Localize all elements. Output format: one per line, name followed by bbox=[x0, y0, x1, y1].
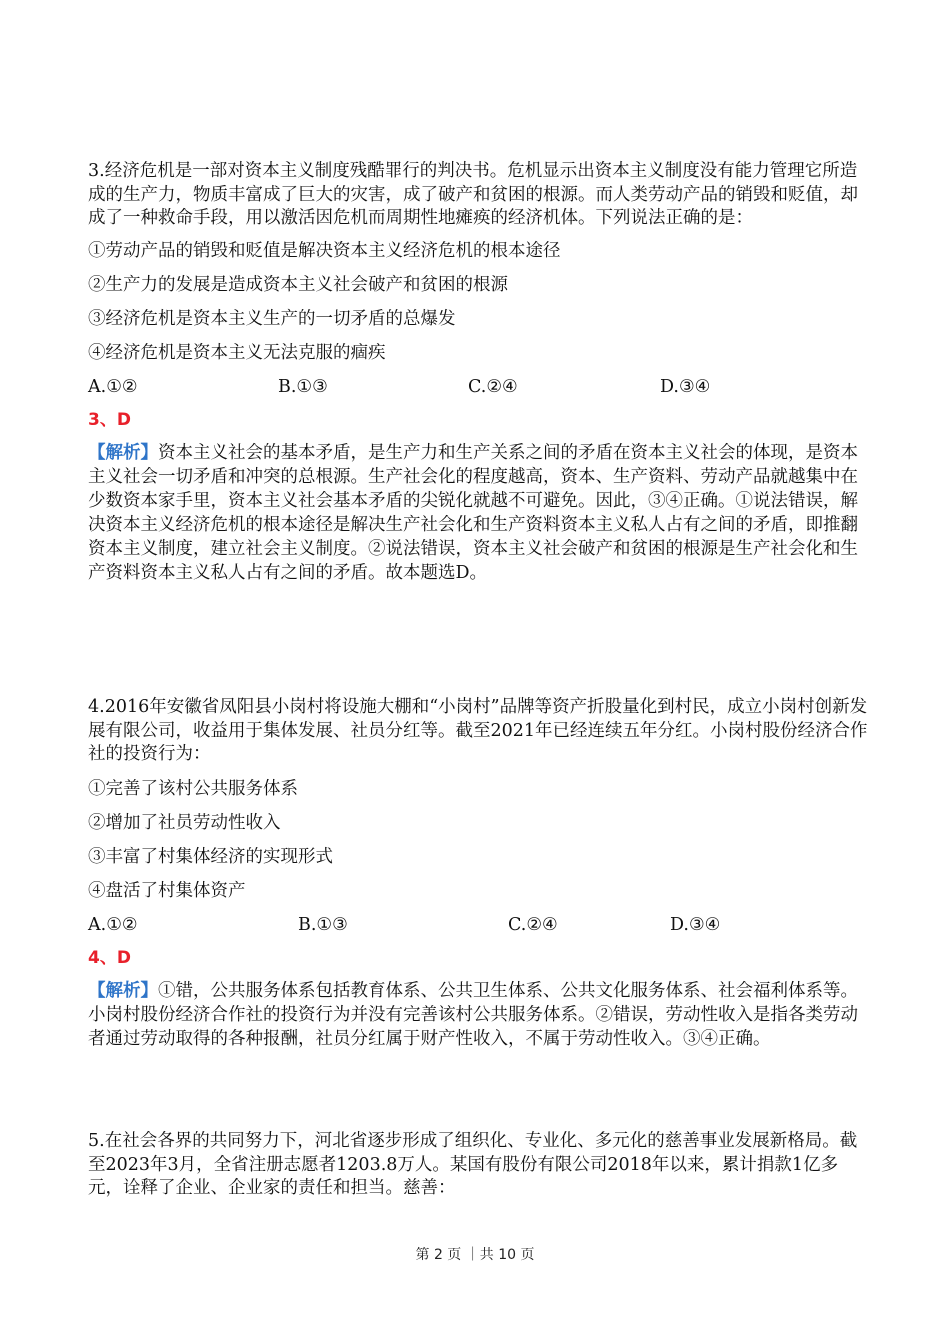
explanation-text: ①错，公共服务体系包括教育体系、公共卫生体系、公共文化服务体系、社会福利体系等。小岗村股份经济合作社的投资行为并没有完善该村公共服务体系。②错误，劳动性收入是指各类劳动者通过劳动取得的各种报酬，社员分红属于财产性收入，不属于劳动性收入。③④正确。 bbox=[88, 980, 858, 1049]
choice-c: C.②④ bbox=[508, 914, 558, 935]
analysis-tag: 【解析】 bbox=[88, 980, 158, 1001]
question-4-stem: 4.2016年安徽省凤阳县小岗村将设施大棚和“小岗村”品牌等资产折股量化到村民，成立小岗村创新发展有限公司，收益用于集体发展、社员分红等。截至2021年已经连续五年分红。小岗村股份经济合作社的投资行为： bbox=[88, 697, 868, 764]
question-3-answer: 3、D bbox=[88, 409, 131, 430]
choice-d: D.③④ bbox=[660, 376, 711, 397]
question-4-option-4: ④盘活了村集体资产 bbox=[88, 880, 246, 901]
question-4-choices bbox=[88, 913, 868, 937]
question-3-option-3: ③经济危机是资本主义生产的一切矛盾的总爆发 bbox=[88, 308, 456, 329]
question-3-stem: 3.经济危机是一部对资本主义制度残酷罪行的判决书。危机显示出资本主义制度没有能力管理它所造成的生产力，物质丰富成了巨大的灾害，成了破产和贫困的根源。而人类劳动产品的销毁和贬值，却成了一种救命手段，用以激活因危机而周期性地瘫痪的经济机体。下列说法正确的是： bbox=[88, 161, 858, 228]
question-3-explanation bbox=[88, 441, 868, 585]
question-4-option-3: ③丰富了村集体经济的实现形式 bbox=[88, 846, 333, 867]
analysis-tag: 【解析】 bbox=[88, 442, 158, 463]
explanation-text: 资本主义社会的基本矛盾，是生产力和生产关系之间的矛盾在资本主义社会的体现，是资本主义社会一切矛盾和冲突的总根源。生产社会化的程度越高，资本、生产资料、劳动产品就越集中在少数资本家手里，资本主义社会基本矛盾的尖锐化就越不可避免。因此，③④正确。①说法错误，解决资本主义经济危机的根本途径是解决生产社会化和生产资料资本主义私人占有之间的矛盾，即推翻资本主义制度，建立社会主义制度。②说法错误，资本主义社会破产和贫困的根源是生产社会化和生产资料资本主义私人占有之间的矛盾。故本题选D。 bbox=[88, 442, 858, 583]
choice-c: C.②④ bbox=[468, 376, 518, 397]
question-4-answer: 4、D bbox=[88, 947, 131, 968]
question-3 bbox=[88, 160, 868, 585]
choice-a: A.①② bbox=[88, 376, 138, 397]
question-4 bbox=[88, 696, 868, 1051]
choice-d: D.③④ bbox=[670, 914, 721, 935]
choice-b: B.①③ bbox=[298, 914, 348, 935]
question-4-option-1: ①完善了该村公共服务体系 bbox=[88, 778, 298, 799]
question-5-stem: 5.在社会各界的共同努力下，河北省逐步形成了组织化、专业化、多元化的慈善事业发展新格局。截至2023年3月，全省注册志愿者1203.8万人。某国有股份有限公司2018年以来，累计捐款1亿多元，诠释了企业、企业家的责任和担当。慈善： bbox=[88, 1131, 858, 1198]
question-3-option-4: ④经济危机是资本主义无法克服的痼疾 bbox=[88, 342, 386, 363]
question-4-option-2: ②增加了社员劳动性收入 bbox=[88, 812, 281, 833]
question-5 bbox=[88, 1130, 868, 1201]
choice-a: A.①② bbox=[88, 914, 138, 935]
question-4-explanation bbox=[88, 979, 868, 1051]
page-footer: 第 2 页 ｜共 10 页 bbox=[415, 1247, 535, 1263]
question-3-choices bbox=[88, 375, 868, 399]
question-3-option-2: ②生产力的发展是造成资本主义社会破产和贫困的根源 bbox=[88, 274, 508, 295]
choice-b: B.①③ bbox=[278, 376, 328, 397]
question-3-option-1: ①劳动产品的销毁和贬值是解决资本主义经济危机的根本途径 bbox=[88, 240, 561, 261]
